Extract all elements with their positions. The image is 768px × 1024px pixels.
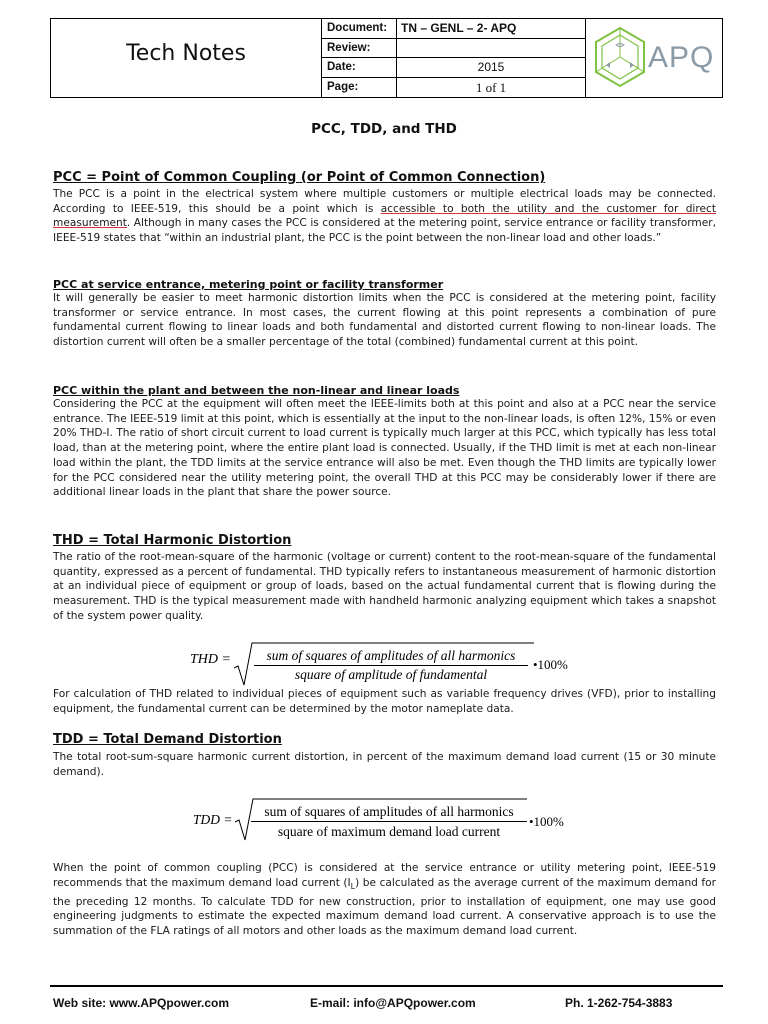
- section-heading-pcc: PCC = Point of Common Coupling (or Point of Common Connection): [53, 170, 546, 185]
- thd-paragraph-1: The ratio of the root-mean-square of the harmonic (voltage or current) content to the root-mean-square of the fundamental quantity, expressed as a percent of fundamental. THD typically refers to instantaneous measurement of harmonic distortion at an individual piece of equipment or group of loads, based on the actual fundamental current that is flowing during the measurement. THD is the typical measurement made with handheld harmonic analyzing equipment which takes a snapshot of the system power quality.: [53, 551, 716, 622]
- text-run: When the point of common coupling (PCC) is considered at the service entrance or utility metering point, IEEE-519 recommends that the maximum demand load current (I: [53, 862, 716, 889]
- footer-email: E-mail: info@APQpower.com: [310, 996, 476, 1010]
- subheading-within-plant: PCC within the plant and between the non-linear and linear loads: [53, 384, 460, 397]
- formula-denominator: square of amplitude of fundamental: [294, 667, 488, 682]
- formula-multiplier: •100%: [529, 814, 564, 829]
- footer-phone: Ph. 1-262-754-3883: [565, 996, 673, 1010]
- formula-numerator: sum of squares of amplitudes of all harmonics: [264, 804, 514, 819]
- apq-logo-icon: [592, 25, 648, 89]
- thd-formula: [190, 640, 610, 690]
- text-run: The PCC is a point in the electrical system where multiple customers or multiple electrical loads may be connected. According to IEEE-519, this should be a point which is: [53, 188, 716, 215]
- document-header: [50, 18, 723, 98]
- text-run: ) be calculated as the average current of the maximum demand for the preceding 12 months. To calculate TDD for new construction, prior to installation of equipment, one may use good engineering judgments to estimate the expected maximum demand load current. A conservative approach is to use the summation of the FLA ratings of all motors and other loads as the maximum demand load current.: [53, 876, 716, 937]
- fraction-bar: [251, 821, 527, 822]
- formula-multiplier: •100%: [533, 657, 568, 672]
- header-title: Tech Notes: [126, 41, 246, 66]
- pcc-paragraph-1: [53, 187, 716, 246]
- meta-value: 1 of 1: [475, 79, 507, 95]
- subscript: L: [350, 881, 356, 891]
- pcc-paragraph-2: It will generally be easier to meet harmonic distortion limits when the PCC is considered at the metering point, facility transformer or service entrance. In most cases, the current flowing at this point represents a combination of pure fundamental current flowing to linear loads and both fundamental and distorted current flowing to non-linear loads. The distortion current will often be a smaller percentage of the total (combined) fundamental current at this point.: [53, 292, 716, 349]
- subheading-service-entrance: PCC at service entrance, metering point or facility transformer: [53, 278, 444, 291]
- logo-cell: [585, 19, 724, 97]
- meta-value: [397, 39, 585, 58]
- section-heading-thd: THD = Total Harmonic Distortion: [53, 533, 292, 548]
- title-cell: [51, 19, 322, 97]
- meta-row-date: [321, 58, 585, 78]
- footer-website: Web site: www.APQpower.com: [53, 996, 230, 1010]
- tdd-formula: [193, 796, 613, 844]
- tdd-paragraph-2: [53, 861, 716, 939]
- logo-text: APQ: [648, 41, 715, 74]
- meta-row-review: [321, 39, 585, 59]
- formula-numerator: sum of squares of amplitudes of all harmonics: [266, 648, 516, 663]
- meta-label: Page:: [321, 78, 397, 98]
- fraction-bar: [254, 665, 528, 666]
- footer-rule: [50, 985, 723, 987]
- meta-row-document: [321, 19, 585, 39]
- meta-value: TN – GENL – 2- APQ: [401, 21, 517, 35]
- text-run: . Although in many cases the PCC is considered at the metering point, service entrance or facility transformer, IEEE-519 states that “within an industrial plant, the PCC is the point between the non-linear load and other loads.”: [53, 217, 716, 245]
- section-heading-tdd: TDD = Total Demand Distortion: [53, 732, 282, 747]
- meta-label: Date:: [321, 58, 397, 77]
- page-title: PCC, TDD, and THD: [311, 121, 457, 137]
- meta-row-page: [321, 78, 585, 98]
- highlighted-phrase: accessible to both the utility and the customer for direct measurement: [53, 202, 716, 230]
- formula-lhs: THD =: [190, 652, 231, 667]
- meta-label: Document:: [321, 19, 397, 38]
- meta-value: 2015: [477, 60, 505, 74]
- pcc-paragraph-3: Considering the PCC at the equipment will often meet the IEEE-limits both at this point and also at a PCC near the service entrance. The IEEE-519 limit at this point, which is essentially at the input to the non-linear loads, is often 12%, 15% or even 20% THD-I. The ratio of short circuit current to load current is typically much larger at this PCC, which typically has less total load, than at the metering point, where the entire plant load is connected. Usually, if the THD limit is met at each non-linear load within the plant, the TDD limits at the service entrance will also be met. Even though the THD limits are typically lower for the PCC considered near the utility metering point, the overall THD at this PCC may be considerably lower if there are additional linear loads in the plant that share the power source.: [53, 398, 716, 499]
- meta-label: Review:: [321, 39, 397, 58]
- meta-table: [321, 19, 585, 97]
- formula-lhs: TDD =: [193, 812, 233, 827]
- tdd-paragraph-1: The total root-sum-square harmonic current distortion, in percent of the maximum demand load current (15 or 30 minute demand).: [53, 751, 716, 778]
- thd-paragraph-2: For calculation of THD related to individual pieces of equipment such as variable frequency drives (VFD), prior to installing equipment, the fundamental current can be determined by the motor nameplate data.: [53, 688, 716, 715]
- formula-denominator: square of maximum demand load current: [277, 824, 501, 839]
